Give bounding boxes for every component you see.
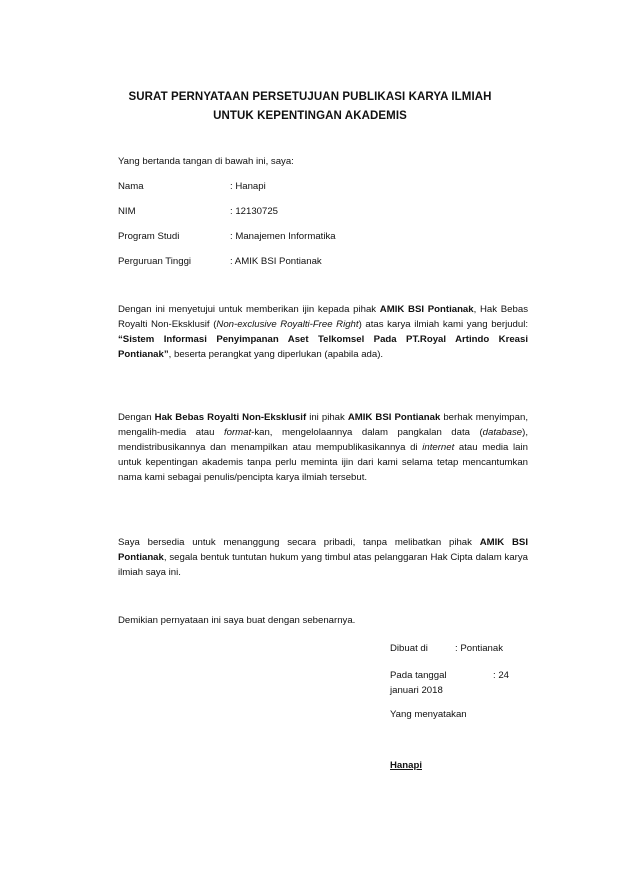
para1-text-4: , beserta perangkat yang diperlukan (apabila ada). <box>168 349 384 360</box>
para1-text-2: , Hak Bebas Royalti Non-Eksklusif ( <box>118 304 528 330</box>
para2-bold-right: Hak Bebas Royalti Non-Eksklusif <box>154 412 307 423</box>
paragraph-consent <box>118 302 528 362</box>
field-value-nama: : Hanapi <box>230 181 266 192</box>
para2-italic-format: format <box>223 427 252 438</box>
field-label-nim: NIM <box>118 206 136 217</box>
paragraph-liability <box>118 535 528 580</box>
para1-text-3: ) atas karya ilmiah kami yang berjudul: <box>358 319 528 330</box>
signer-name: Hanapi <box>390 760 422 771</box>
para2-text-1: Dengan <box>118 412 155 423</box>
intro-text: Yang bertanda tangan di bawah ini, saya: <box>118 156 294 167</box>
field-value-program-studi: : Manajemen Informatika <box>230 231 336 242</box>
para2-bold-institution: AMIK BSI Pontianak <box>347 412 441 423</box>
field-value-nim: : 12130725 <box>230 206 279 217</box>
paragraph-rights <box>118 410 528 485</box>
place-label: Dibuat di <box>390 643 428 654</box>
document-title-line1: SURAT PERNYATAAN PERSETUJUAN PUBLIKASI KARYA ILMIAH <box>128 91 492 103</box>
closing-text: Demikian pernyataan ini saya buat dengan sebenarnya. <box>118 615 356 626</box>
para2-italic-database: database <box>482 427 523 438</box>
date-value: : 24 <box>493 670 510 681</box>
place-value: : Pontianak <box>455 643 504 654</box>
para1-text-1: Dengan ini menyetujui untuk memberikan ijin kepada pihak <box>118 304 380 315</box>
para3-text-1: Saya bersedia untuk menanggung secara pribadi, tanpa melibatkan pihak <box>118 537 480 548</box>
para2-text-6: atau media lain untuk kepentingan akademis tanpa perlu meminta ijin dari kami selama tetap mencantumkan nama kami sebagai penulis/pencipta karya ilmiah tersebut. <box>118 442 528 483</box>
date-label: Pada tanggal <box>390 670 447 681</box>
field-label-program-studi: Program Studi <box>118 231 180 242</box>
date-continuation: januari 2018 <box>390 685 443 696</box>
document-title-line2: UNTUK KEPENTINGAN AKADEMIS <box>213 110 407 122</box>
para1-bold-institution: AMIK BSI Pontianak <box>379 304 474 315</box>
field-value-perguruan-tinggi: : AMIK BSI Pontianak <box>230 256 322 267</box>
para2-text-3: berhak menyimpan, mengalih-media atau <box>118 412 528 438</box>
para1-italic-right: Non-exclusive Royalti-Free Right <box>216 319 359 330</box>
para2-text-5: ), mendistribusikannya dan menampilkan atau mempublikasikannya di <box>118 427 529 453</box>
field-label-perguruan-tinggi: Perguruan Tinggi <box>118 256 192 267</box>
para1-bold-title: “Sistem Informasi Penyimpanan Aset Telkomsel Pada PT.Royal Artindo Kreasi Pontianak” <box>118 334 528 360</box>
para3-text-2: , segala bentuk tuntutan hukum yang timbul atas pelanggaran Hak Cipta dalam karya ilmiah saya ini. <box>118 552 528 578</box>
para2-text-2: ini pihak <box>306 412 348 423</box>
field-label-nama: Nama <box>118 181 144 192</box>
para3-bold-institution: AMIK BSI Pontianak <box>118 537 528 563</box>
para2-italic-internet: internet <box>422 442 455 453</box>
para2-text-4: -kan, mengelolaannya dalam pangkalan data ( <box>251 427 483 438</box>
statement-text: Yang menyatakan <box>390 709 467 720</box>
